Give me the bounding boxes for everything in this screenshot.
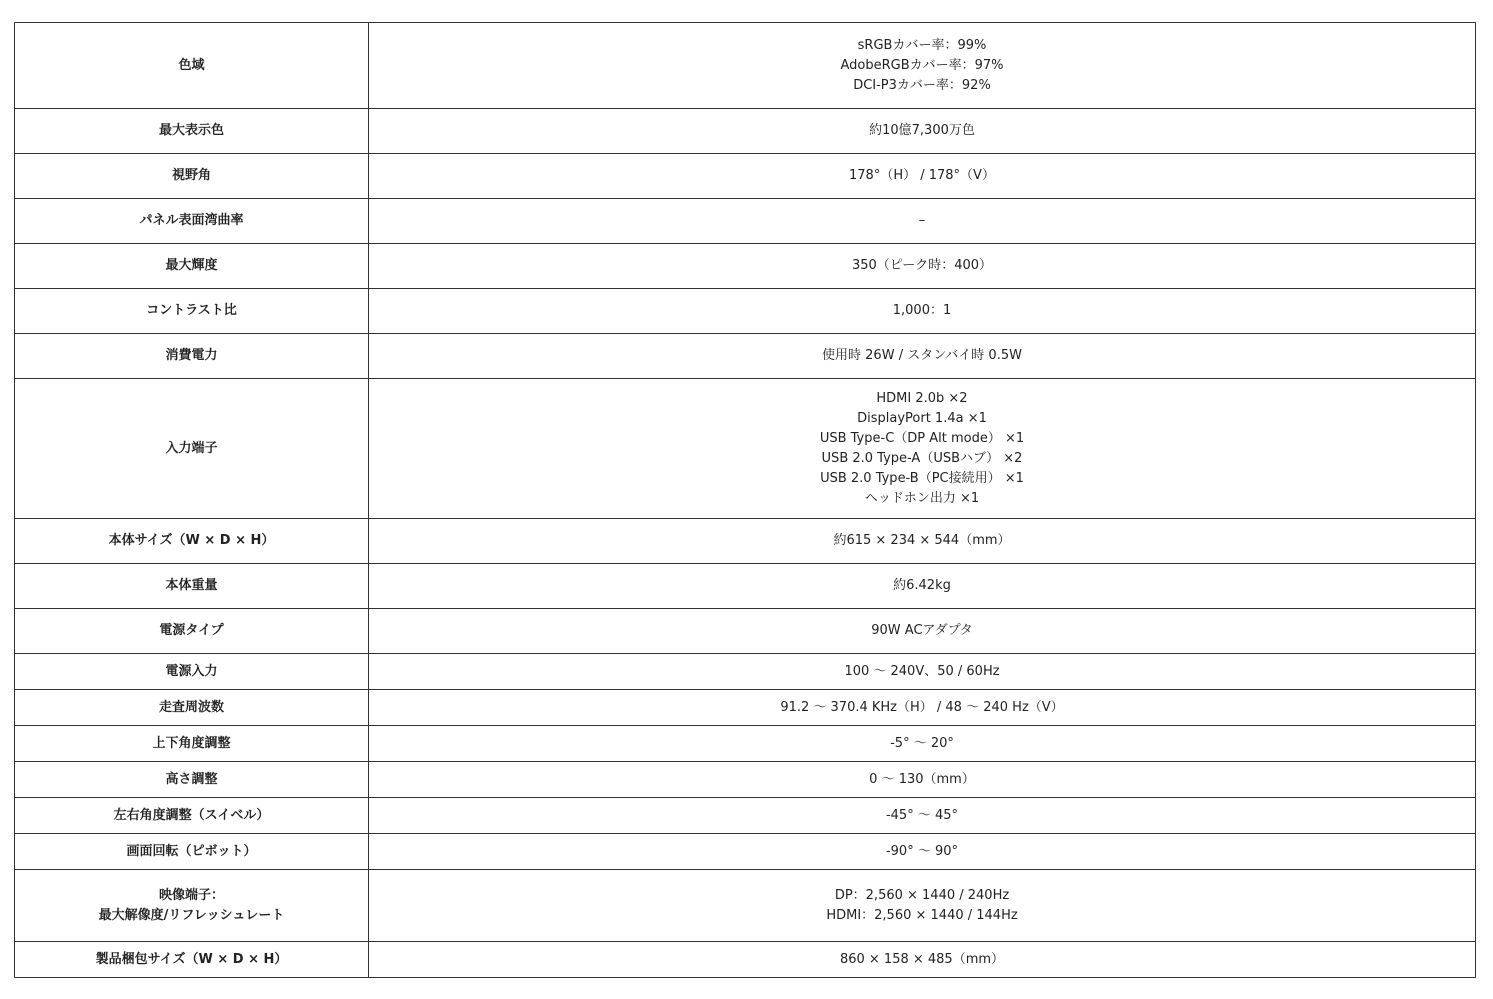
spec-label xyxy=(15,834,369,870)
spec-value-text: DP：2,560 × 1440 / 240Hz xyxy=(834,887,1010,903)
table-row xyxy=(15,199,1476,244)
spec-value-text: 178°（H） / 178°（V） xyxy=(849,168,995,183)
spec-value-text: 91.2 ～ 370.4 KHz（H） / 48 ～ 240 Hz（V） xyxy=(780,699,1064,715)
table-row xyxy=(15,154,1476,199)
spec-label-text: 最大表示色 xyxy=(158,123,224,138)
spec-value-text: DisplayPort 1.4a ×1 xyxy=(857,410,987,426)
spec-value-text: 350（ピーク時：400） xyxy=(851,258,993,273)
spec-value-text: HDMI：2,560 × 1440 / 144Hz xyxy=(826,907,1018,923)
spec-value xyxy=(369,726,1476,762)
spec-value xyxy=(369,334,1476,379)
spec-value-text: 1,000：1 xyxy=(892,303,952,318)
spec-label xyxy=(15,564,369,609)
spec-value xyxy=(369,942,1476,978)
spec-value-text: 90W ACアダプタ xyxy=(871,623,973,638)
spec-value-text: 0 ～ 130（mm） xyxy=(869,771,975,787)
table-row xyxy=(15,834,1476,870)
spec-label-text: 最大輝度 xyxy=(165,258,218,273)
spec-label-text: パネル表面湾曲率 xyxy=(139,213,244,228)
spec-label xyxy=(15,609,369,654)
table-row xyxy=(15,564,1476,609)
spec-value xyxy=(369,654,1476,690)
spec-label-text: 最大解像度/リフレッシュレート xyxy=(98,907,285,923)
table-row xyxy=(15,942,1476,978)
table-row xyxy=(15,726,1476,762)
table-row xyxy=(15,334,1476,379)
spec-value xyxy=(369,690,1476,726)
spec-label xyxy=(15,379,369,519)
spec-label xyxy=(15,690,369,726)
spec-value xyxy=(369,109,1476,154)
spec-label-text: コントラスト比 xyxy=(146,303,237,318)
spec-value-text: -45° ～ 45° xyxy=(885,807,959,823)
spec-value-text: -90° ～ 90° xyxy=(885,843,959,859)
spec-value-text: USB 2.0 Type-B（PC接続用） ×1 xyxy=(820,470,1024,486)
spec-label xyxy=(15,109,369,154)
spec-value-text: -5° ～ 20° xyxy=(890,735,954,751)
spec-label-text: 走査周波数 xyxy=(158,699,224,715)
spec-label-text: 色域 xyxy=(178,57,205,73)
spec-label-text: 本体重量 xyxy=(165,578,218,593)
spec-label-text: 製品梱包サイズ（W × D × H） xyxy=(95,951,288,967)
table-row xyxy=(15,379,1476,519)
spec-label xyxy=(15,23,369,109)
spec-label-text: 画面回転（ピボット） xyxy=(126,843,257,859)
spec-value-text: USB Type-C（DP Alt mode） ×1 xyxy=(819,430,1025,446)
spec-table-body xyxy=(15,23,1476,978)
spec-value xyxy=(369,379,1476,519)
spec-value-text: – xyxy=(918,213,926,228)
spec-label-text: 消費電力 xyxy=(165,348,218,363)
spec-table xyxy=(14,22,1476,978)
spec-value-text: 約6.42kg xyxy=(893,578,951,593)
spec-value xyxy=(369,154,1476,199)
spec-label-text: 高さ調整 xyxy=(165,771,218,787)
spec-value xyxy=(369,609,1476,654)
table-row xyxy=(15,798,1476,834)
spec-value-text: HDMI 2.0b ×2 xyxy=(876,390,968,406)
spec-label xyxy=(15,654,369,690)
spec-label xyxy=(15,519,369,564)
table-row xyxy=(15,609,1476,654)
spec-label xyxy=(15,289,369,334)
spec-label xyxy=(15,199,369,244)
spec-value-text: 使用時 26W / スタンバイ時 0.5W xyxy=(822,348,1022,363)
spec-value-text: 約10億7,300万色 xyxy=(869,123,975,138)
spec-label xyxy=(15,244,369,289)
table-row xyxy=(15,654,1476,690)
spec-label-text: 映像端子： xyxy=(158,887,224,903)
spec-label xyxy=(15,762,369,798)
spec-label xyxy=(15,870,369,942)
spec-label-text: 視野角 xyxy=(171,168,211,183)
spec-value xyxy=(369,244,1476,289)
spec-label-text: 電源入力 xyxy=(165,663,218,679)
spec-value-text: sRGBカバー率：99% xyxy=(857,37,987,53)
spec-value-text: AdobeRGBカバー率：97% xyxy=(840,57,1004,73)
spec-value-text: USB 2.0 Type-A（USBハブ） ×2 xyxy=(821,450,1023,466)
spec-value xyxy=(369,564,1476,609)
spec-label xyxy=(15,798,369,834)
table-row xyxy=(15,690,1476,726)
spec-value-text: DCI-P3カバー率：92% xyxy=(853,77,991,93)
table-row xyxy=(15,244,1476,289)
spec-value xyxy=(369,798,1476,834)
spec-value-text: 約615 × 234 × 544（mm） xyxy=(833,533,1011,548)
spec-value xyxy=(369,289,1476,334)
spec-value xyxy=(369,762,1476,798)
spec-label-text: 入力端子 xyxy=(165,440,218,456)
table-row xyxy=(15,870,1476,942)
spec-label xyxy=(15,942,369,978)
spec-value-text: 100 ～ 240V、50 / 60Hz xyxy=(844,663,1000,679)
spec-value xyxy=(369,834,1476,870)
spec-value xyxy=(369,199,1476,244)
table-row xyxy=(15,519,1476,564)
spec-label-text: 電源タイプ xyxy=(159,623,224,638)
spec-label-text: 左右角度調整（スイベル） xyxy=(113,807,270,823)
spec-value-text: ヘッドホン出力 ×1 xyxy=(864,490,980,506)
spec-value xyxy=(369,519,1476,564)
table-row xyxy=(15,23,1476,109)
spec-value-text: 860 × 158 × 485（mm） xyxy=(839,951,1005,967)
spec-value xyxy=(369,870,1476,942)
spec-label xyxy=(15,726,369,762)
spec-label-text: 上下角度調整 xyxy=(152,735,231,751)
table-row xyxy=(15,109,1476,154)
spec-label xyxy=(15,154,369,199)
spec-label xyxy=(15,334,369,379)
spec-value xyxy=(369,23,1476,109)
table-row xyxy=(15,762,1476,798)
spec-label-text: 本体サイズ（W × D × H） xyxy=(108,533,275,548)
table-row xyxy=(15,289,1476,334)
